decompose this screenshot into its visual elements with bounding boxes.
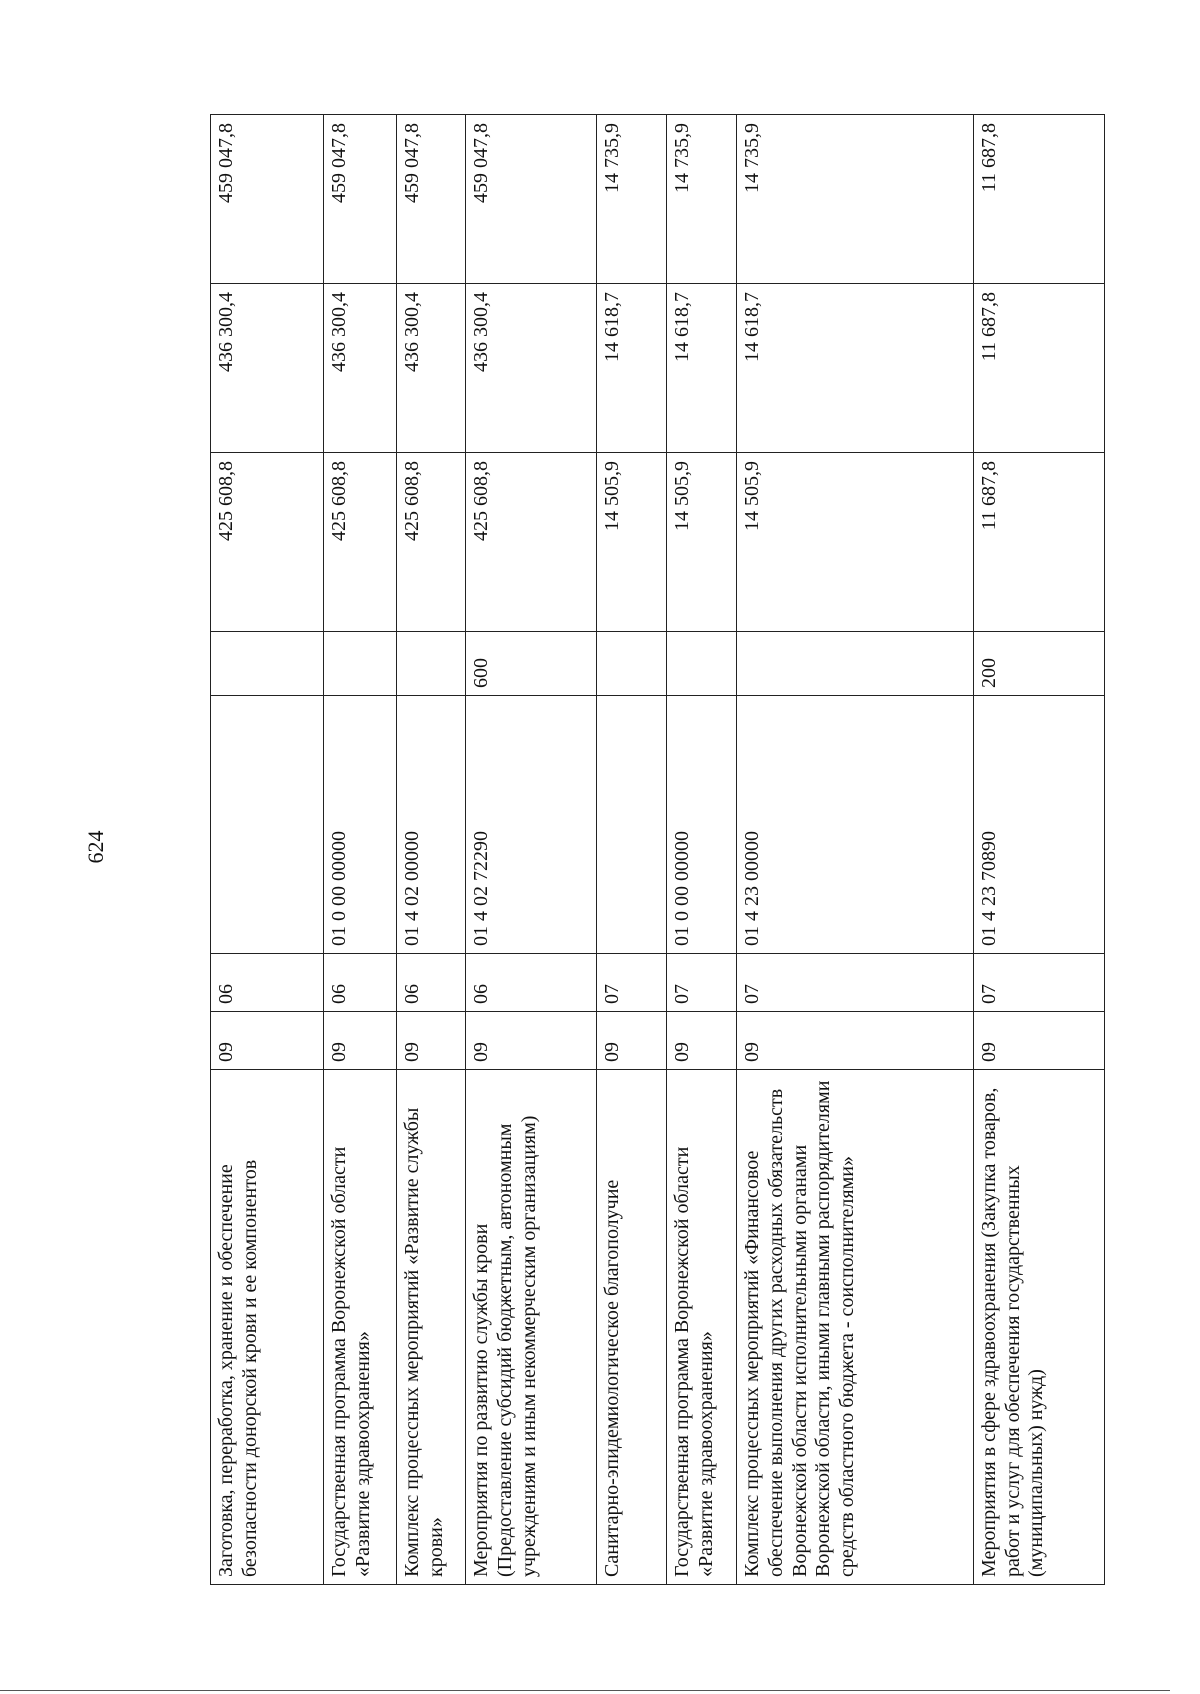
subsection-code: 07 bbox=[974, 954, 1105, 1012]
expense-type-code bbox=[737, 632, 974, 696]
amount-year-2: 436 300,4 bbox=[466, 284, 597, 453]
amount-year-1: 14 505,9 bbox=[737, 453, 974, 632]
table-row bbox=[737, 115, 974, 1585]
page-number: 624 bbox=[83, 830, 108, 864]
expense-type-code bbox=[397, 632, 466, 696]
section-code: 09 bbox=[211, 1012, 324, 1070]
row-name: Государственная программа Воронежской области «Развитие здравоохранения» bbox=[667, 1070, 737, 1585]
amount-year-3: 11 687,8 bbox=[974, 115, 1105, 284]
section-code: 09 bbox=[397, 1012, 466, 1070]
amount-year-1: 425 608,8 bbox=[324, 453, 397, 632]
expense-type-code bbox=[597, 632, 667, 696]
subsection-code: 07 bbox=[667, 954, 737, 1012]
section-code: 09 bbox=[737, 1012, 974, 1070]
subsection-code: 06 bbox=[324, 954, 397, 1012]
section-code: 09 bbox=[597, 1012, 667, 1070]
subsection-code: 06 bbox=[397, 954, 466, 1012]
amount-year-2: 436 300,4 bbox=[397, 284, 466, 453]
amount-year-3: 459 047,8 bbox=[466, 115, 597, 284]
expense-type-code: 600 bbox=[466, 632, 597, 696]
amount-year-1: 14 505,9 bbox=[667, 453, 737, 632]
section-code: 09 bbox=[466, 1012, 597, 1070]
bottom-rule bbox=[0, 1690, 1170, 1691]
target-article-code: 01 4 23 00000 bbox=[737, 696, 974, 954]
subsection-code: 06 bbox=[466, 954, 597, 1012]
target-article-code bbox=[211, 696, 324, 954]
budget-table bbox=[210, 114, 1105, 1585]
budget-table-rotated bbox=[210, 115, 1105, 1585]
table-row bbox=[597, 115, 667, 1585]
amount-year-3: 459 047,8 bbox=[324, 115, 397, 284]
table-row bbox=[397, 115, 466, 1585]
expense-type-code bbox=[324, 632, 397, 696]
amount-year-2: 14 618,7 bbox=[667, 284, 737, 453]
amount-year-1: 425 608,8 bbox=[211, 453, 324, 632]
amount-year-1: 14 505,9 bbox=[597, 453, 667, 632]
row-name: Государственная программа Воронежской области «Развитие здравоохранения» bbox=[324, 1070, 397, 1585]
expense-type-code bbox=[211, 632, 324, 696]
expense-type-code bbox=[667, 632, 737, 696]
section-code: 09 bbox=[667, 1012, 737, 1070]
subsection-code: 06 bbox=[211, 954, 324, 1012]
amount-year-2: 11 687,8 bbox=[974, 284, 1105, 453]
amount-year-1: 425 608,8 bbox=[397, 453, 466, 632]
table-row bbox=[324, 115, 397, 1585]
amount-year-1: 425 608,8 bbox=[466, 453, 597, 632]
target-article-code: 01 4 02 72290 bbox=[466, 696, 597, 954]
table-row bbox=[974, 115, 1105, 1585]
section-code: 09 bbox=[324, 1012, 397, 1070]
amount-year-3: 14 735,9 bbox=[737, 115, 974, 284]
target-article-code: 01 0 00 00000 bbox=[324, 696, 397, 954]
target-article-code: 01 4 23 70890 bbox=[974, 696, 1105, 954]
row-name: Мероприятия в сфере здравоохранения (Закупка товаров, работ и услуг для обеспечения государственных (муниципальных) нужд) bbox=[974, 1070, 1105, 1585]
amount-year-3: 14 735,9 bbox=[667, 115, 737, 284]
subsection-code: 07 bbox=[597, 954, 667, 1012]
amount-year-2: 14 618,7 bbox=[597, 284, 667, 453]
amount-year-2: 436 300,4 bbox=[211, 284, 324, 453]
expense-type-code: 200 bbox=[974, 632, 1105, 696]
target-article-code bbox=[597, 696, 667, 954]
target-article-code: 01 4 02 00000 bbox=[397, 696, 466, 954]
row-name: Санитарно-эпидемиологическое благополучие bbox=[597, 1070, 667, 1585]
amount-year-3: 459 047,8 bbox=[397, 115, 466, 284]
row-name: Заготовка, переработка, хранение и обеспечение безопасности донорской крови и ее компонентов bbox=[211, 1070, 324, 1585]
table-row bbox=[211, 115, 324, 1585]
amount-year-3: 459 047,8 bbox=[211, 115, 324, 284]
amount-year-2: 14 618,7 bbox=[737, 284, 974, 453]
row-name: Мероприятия по развитию службы крови (Предоставление субсидий бюджетным, автономным учреждениям и иным некоммерческим организациям) bbox=[466, 1070, 597, 1585]
amount-year-1: 11 687,8 bbox=[974, 453, 1105, 632]
row-name: Комплекс процессных мероприятий «Финансовое обеспечение выполнения других расходных обязательств Воронежской области исполнительными органами Воронежской области, иными главными распорядителями средств областного бюджета - соисполнителями» bbox=[737, 1070, 974, 1585]
section-code: 09 bbox=[974, 1012, 1105, 1070]
table-row bbox=[667, 115, 737, 1585]
amount-year-3: 14 735,9 bbox=[597, 115, 667, 284]
subsection-code: 07 bbox=[737, 954, 974, 1012]
target-article-code: 01 0 00 00000 bbox=[667, 696, 737, 954]
amount-year-2: 436 300,4 bbox=[324, 284, 397, 453]
table-row bbox=[466, 115, 597, 1585]
row-name: Комплекс процессных мероприятий «Развитие службы крови» bbox=[397, 1070, 466, 1585]
